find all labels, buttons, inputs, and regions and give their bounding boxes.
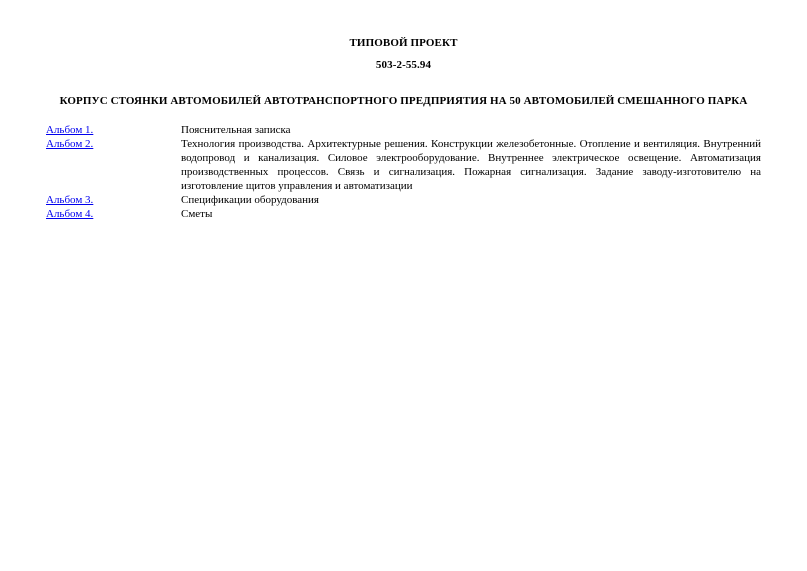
table-row bbox=[46, 123, 761, 137]
album-4-link[interactable]: Альбом 4. bbox=[46, 208, 94, 220]
album-4-description: Сметы bbox=[181, 208, 213, 220]
album-3-link[interactable]: Альбом 3. bbox=[46, 194, 94, 206]
album-2-description: Технология производства. Архитектурные решения. Конструкции железобетонные. Отопление и вентиляция. Внутренний водопровод и канализация. Силовое электрооборудование. Внутреннее электрическое освещение. Автоматизация производственных процессов. Связь и сигнализация. Пожарная сигнализация. Задание заводу-изготовителю на изготовление щитов управления и автоматизации bbox=[181, 138, 761, 192]
table-row bbox=[46, 193, 761, 207]
table-row bbox=[46, 137, 761, 193]
album-1-description: Пояснительная записка bbox=[181, 124, 291, 136]
document-type-heading: ТИПОВОЙ ПРОЕКТ bbox=[349, 37, 458, 49]
project-number-heading: 503-2-55.94 bbox=[375, 59, 432, 71]
project-title-heading: КОРПУС СТОЯНКИ АВТОМОБИЛЕЙ АВТОТРАНСПОРТНОГО ПРЕДПРИЯТИЯ НА 50 АВТОМОБИЛЕЙ СМЕШАННОГО ПАРКА bbox=[59, 95, 748, 107]
album-1-link[interactable]: Альбом 1. bbox=[46, 124, 94, 136]
albums-table bbox=[46, 123, 761, 221]
album-3-description: Спецификации оборудования bbox=[181, 194, 319, 206]
table-row bbox=[46, 207, 761, 221]
album-2-link[interactable]: Альбом 2. bbox=[46, 138, 94, 150]
